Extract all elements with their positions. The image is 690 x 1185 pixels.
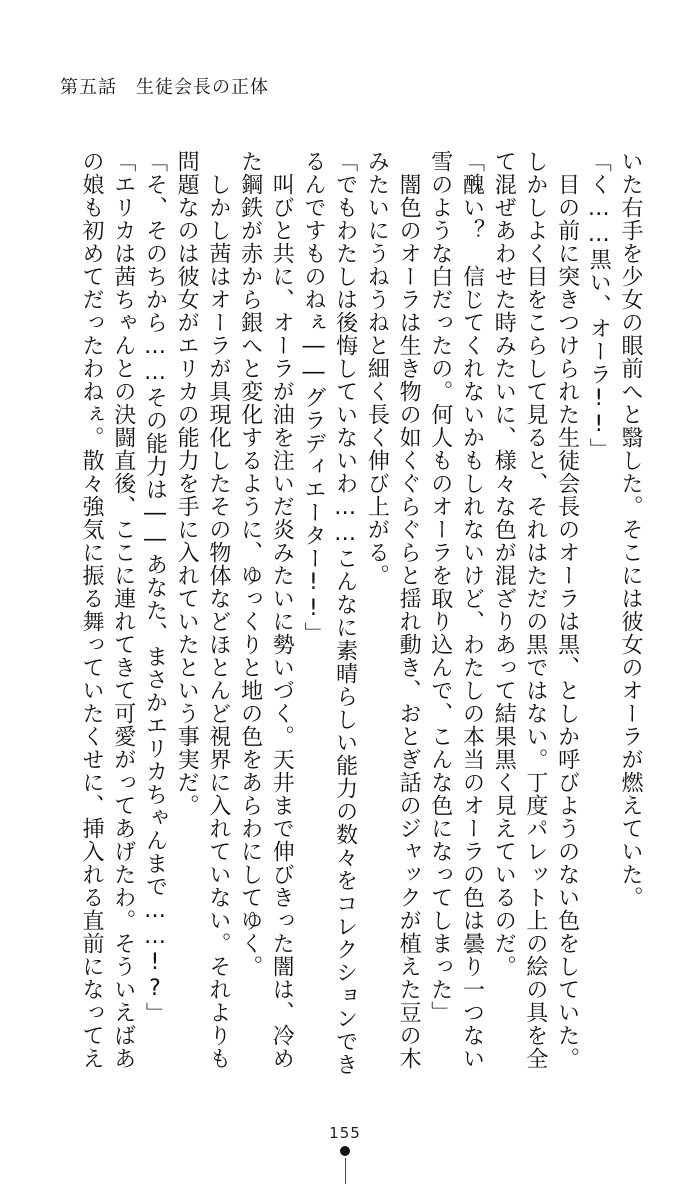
text-line: 「そ、そのちから……その能力は――あなた、まさかエリカちゃんまで……!?」 bbox=[142, 150, 168, 1025]
text-line: 「く……黒い、オーラ!!」 bbox=[586, 150, 612, 461]
text-line: 叫びと共に、オーラが油を注いだ炎みたいに勢いづく。天井まで伸びきった闇は、冷め bbox=[269, 150, 295, 1070]
text-line: いた右手を少女の眼前へと翳した。そこには彼女のオーラが燃えていた。 bbox=[618, 150, 643, 909]
text-line: みたいにうねうねと細く長く伸び上がる。 bbox=[364, 150, 390, 587]
page-footer bbox=[0, 1124, 690, 1143]
text-line: て混ぜあわせた時みたいに、様々な色が混ざりあって結果黒く見えているのだ。 bbox=[491, 150, 517, 978]
page-number: 155 bbox=[329, 1124, 361, 1142]
text-line: 闇色のオーラは生き物の如くぐらぐらと揺れ動き、おとぎ話のジャックが植えた豆の木 bbox=[396, 150, 422, 1070]
text-line: るんですものねぇ――グラディエーター!!」 bbox=[300, 150, 326, 645]
page-marker-dot-icon bbox=[340, 1146, 350, 1156]
text-line: しかしよく目をこらして見ると、それはただの黒ではない。丁度パレット上の絵の具を全 bbox=[522, 150, 548, 1070]
text-line: 「でもわたしは後悔していないわ……こんなに素晴らしい能力の数々をコレクションでき bbox=[332, 150, 358, 1076]
chapter-heading: 第五話 生徒会長の正体 bbox=[60, 77, 269, 98]
text-line: の娘も初めてだったわねぇ。散々強気に振る舞っていたくせに、挿入れる直前になってえ bbox=[79, 150, 105, 1070]
text-line: た鋼鉄が赤から銀へと変化するように、ゆっくりと地の色をあらわにしてゆく。 bbox=[237, 150, 263, 978]
text-line: 「醜い？ 信じてくれないかもしれないけど、わたしの本当のオーラの色は曇り一つない bbox=[459, 150, 485, 1070]
page-marker-line bbox=[345, 1158, 346, 1184]
text-line: 雪のような白だったの。何人ものオーラを取り込んで、こんな色になってしまった」 bbox=[427, 150, 453, 1024]
text-line: しかし茜はオーラが具現化したその物体などほとんど視界に入れていない。それよりも bbox=[205, 150, 231, 1070]
text-line: 問題なのは彼女がエリカの能力を手に入れていたという事実だ。 bbox=[174, 150, 200, 817]
vertical-body-text bbox=[75, 150, 646, 1090]
text-line: 目の前に突きつけられた生徒会長のオーラは黒、としか呼びようのない色をしていた。 bbox=[554, 150, 580, 1070]
text-line: 「エリカは茜ちゃんとの決闘直後、ここに連れてきて可愛がってあげたわ。そういえばあ bbox=[110, 150, 136, 1070]
